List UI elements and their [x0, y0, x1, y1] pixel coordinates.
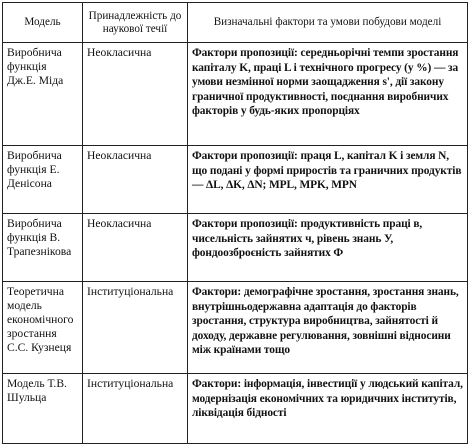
- table-header-row: [3, 3, 468, 43]
- row-model: Виробнича функція Е. Денісона: [3, 146, 83, 214]
- row-factors: Фактори пропозиції: продуктивність праці в, чисельність зайнятих ч, рівень знань У, фондоозброєність зайнятих Ф: [188, 214, 468, 282]
- table-row: [3, 374, 468, 444]
- row-factors: Фактори: демографічне зростання, зростання знань, внутрішньодержавна адаптація до факторів зростання, структура виробництва, зайнятості й доходу, державне регулювання, зовнішні відносини між країнами тощо: [188, 282, 468, 374]
- row-model: Модель Т.В. Шульца: [3, 374, 83, 444]
- row-model: Виробнича функція В. Трапезнікова: [3, 214, 83, 282]
- row-factors: Фактори пропозиції: праця L, капітал K і земля N, що подані у формі приростів та граничних продуктів — ΔL, ΔK, ΔN; MPL, MPK, MPN: [188, 146, 468, 214]
- row-affiliation: Інституціональна: [83, 282, 188, 374]
- row-model: Теоретична модель економічного зростання С.С. Кузнеця: [3, 282, 83, 374]
- row-affiliation: Неокласична: [83, 214, 188, 282]
- row-affiliation: Інституціональна: [83, 374, 188, 444]
- economic-growth-models-table: [2, 2, 468, 444]
- table-row: [3, 214, 468, 282]
- row-affiliation: Неокласична: [83, 146, 188, 214]
- row-factors: Фактори пропозиції: середньорічні темпи зростання капіталу K, праці L і технічного прогресу (y %) — за умови незмінної норми заощадження s', дії закону граничної продуктивності, поєднання виробничих факторів у будь-яких пропорціях: [188, 43, 468, 146]
- document-page: [2, 2, 467, 443]
- table-row: [3, 43, 468, 146]
- header-factors: Визначальні фактори та умови побудови моделі: [188, 3, 468, 43]
- row-affiliation: Неокласична: [83, 43, 188, 146]
- row-model: Виробнича функція Дж.Е. Міда: [3, 43, 83, 146]
- table-row: [3, 146, 468, 214]
- row-factors: Фактори: інформація, інвестиції у людський капітал, модернізація економічних та юридичних інститутів, ліквідація бідності: [188, 374, 468, 444]
- header-affiliation: Принадлежність до наукової течії: [83, 3, 188, 43]
- header-model: Модель: [3, 3, 83, 43]
- table-row: [3, 282, 468, 374]
